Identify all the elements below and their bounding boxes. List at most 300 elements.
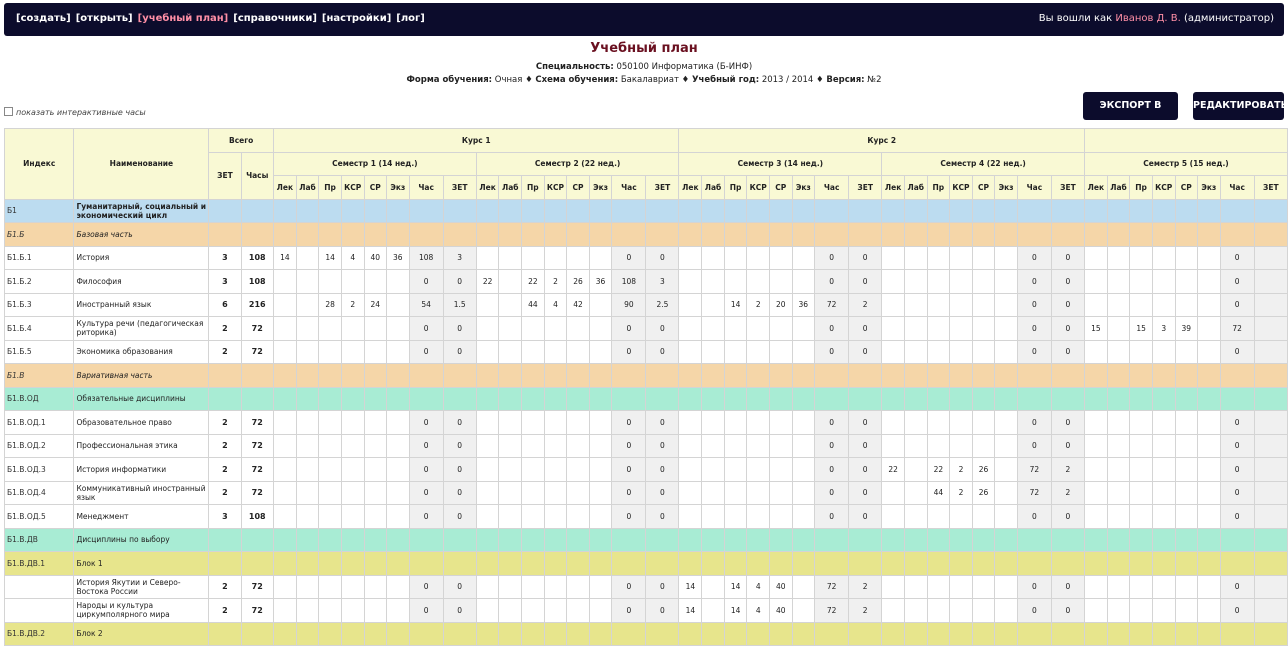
semester-cell[interactable] bbox=[679, 481, 702, 505]
semester-cell[interactable]: 0 bbox=[1051, 340, 1084, 364]
semester-cell[interactable] bbox=[792, 317, 815, 341]
semester-cell[interactable] bbox=[904, 317, 927, 341]
semester-cell[interactable] bbox=[950, 293, 973, 317]
semester-cell[interactable]: 36 bbox=[387, 246, 410, 270]
semester-cell[interactable] bbox=[273, 481, 296, 505]
semester-cell[interactable]: 0 bbox=[612, 505, 646, 529]
semester-cell[interactable]: 0 bbox=[646, 481, 679, 505]
semester-cell[interactable]: 0 bbox=[1051, 411, 1084, 435]
semester-cell[interactable]: 90 bbox=[612, 293, 646, 317]
semester-cell[interactable]: 2 bbox=[1051, 458, 1084, 482]
semester-cell[interactable] bbox=[747, 481, 770, 505]
semester-cell[interactable] bbox=[589, 599, 612, 623]
semester-cell[interactable] bbox=[273, 458, 296, 482]
semester-cell[interactable] bbox=[273, 505, 296, 529]
semester-cell[interactable]: 0 bbox=[849, 505, 882, 529]
semester-cell[interactable] bbox=[364, 458, 386, 482]
semester-cell[interactable] bbox=[1107, 481, 1130, 505]
semester-cell[interactable]: 0 bbox=[1051, 246, 1084, 270]
semester-cell[interactable] bbox=[364, 481, 386, 505]
semester-cell[interactable] bbox=[950, 340, 973, 364]
semester-cell[interactable]: 0 bbox=[612, 458, 646, 482]
semester-cell[interactable] bbox=[995, 340, 1018, 364]
semester-cell[interactable] bbox=[476, 458, 499, 482]
semester-cell[interactable]: 0 bbox=[849, 481, 882, 505]
semester-cell[interactable] bbox=[1107, 434, 1130, 458]
semester-cell[interactable] bbox=[296, 246, 319, 270]
semester-cell[interactable]: 0 bbox=[1051, 293, 1084, 317]
semester-cell[interactable] bbox=[567, 434, 589, 458]
semester-cell[interactable] bbox=[273, 575, 296, 599]
table-row[interactable] bbox=[5, 528, 1288, 552]
semester-cell[interactable] bbox=[499, 458, 522, 482]
semester-cell[interactable] bbox=[1198, 575, 1221, 599]
semester-cell[interactable] bbox=[882, 246, 905, 270]
semester-cell[interactable] bbox=[522, 599, 544, 623]
semester-cell[interactable] bbox=[1084, 505, 1107, 529]
semester-cell[interactable] bbox=[341, 481, 364, 505]
semester-cell[interactable] bbox=[387, 505, 410, 529]
semester-cell[interactable] bbox=[1130, 270, 1152, 294]
semester-cell[interactable] bbox=[589, 575, 612, 599]
semester-cell[interactable]: 0 bbox=[646, 411, 679, 435]
semester-cell[interactable]: 2 bbox=[1051, 481, 1084, 505]
semester-cell[interactable] bbox=[1084, 599, 1107, 623]
semester-cell[interactable]: 22 bbox=[476, 270, 499, 294]
semester-cell[interactable]: 14 bbox=[319, 246, 341, 270]
semester-cell[interactable]: 0 bbox=[612, 411, 646, 435]
semester-cell[interactable] bbox=[882, 599, 905, 623]
semester-cell[interactable] bbox=[927, 434, 949, 458]
semester-cell[interactable] bbox=[387, 434, 410, 458]
semester-cell[interactable]: 4 bbox=[544, 293, 567, 317]
semester-cell[interactable] bbox=[296, 481, 319, 505]
semester-cell[interactable]: 22 bbox=[522, 270, 544, 294]
semester-cell[interactable]: 0 bbox=[646, 340, 679, 364]
semester-cell[interactable] bbox=[724, 434, 746, 458]
semester-cell[interactable] bbox=[724, 411, 746, 435]
semester-cell[interactable] bbox=[904, 340, 927, 364]
semester-cell[interactable] bbox=[724, 505, 746, 529]
semester-cell[interactable] bbox=[364, 434, 386, 458]
semester-cell[interactable] bbox=[904, 411, 927, 435]
semester-cell[interactable]: 39 bbox=[1175, 317, 1197, 341]
table-row[interactable] bbox=[5, 293, 1288, 317]
semester-cell[interactable] bbox=[1084, 270, 1107, 294]
semester-cell[interactable]: 0 bbox=[1017, 270, 1051, 294]
semester-cell[interactable]: 0 bbox=[443, 481, 476, 505]
semester-cell[interactable]: 0 bbox=[849, 340, 882, 364]
semester-cell[interactable] bbox=[792, 481, 815, 505]
semester-cell[interactable]: 15 bbox=[1130, 317, 1152, 341]
menu-item[interactable]: [справочники] bbox=[233, 13, 317, 24]
semester-cell[interactable]: 0 bbox=[443, 317, 476, 341]
semester-cell[interactable]: 2 bbox=[849, 575, 882, 599]
semester-cell[interactable] bbox=[995, 270, 1018, 294]
semester-cell[interactable] bbox=[972, 434, 994, 458]
semester-cell[interactable] bbox=[995, 411, 1018, 435]
semester-cell[interactable]: 0 bbox=[409, 317, 443, 341]
semester-cell[interactable] bbox=[1152, 246, 1175, 270]
table-row[interactable] bbox=[5, 199, 1288, 223]
semester-cell[interactable] bbox=[1198, 599, 1221, 623]
semester-cell[interactable]: 2 bbox=[341, 293, 364, 317]
semester-cell[interactable] bbox=[476, 575, 499, 599]
semester-cell[interactable] bbox=[770, 458, 792, 482]
semester-cell[interactable]: 0 bbox=[443, 458, 476, 482]
export-excel-button[interactable]: ЭКСПОРТ В bbox=[1083, 92, 1178, 120]
semester-cell[interactable] bbox=[319, 505, 341, 529]
semester-cell[interactable]: 0 bbox=[612, 317, 646, 341]
semester-cell[interactable] bbox=[882, 481, 905, 505]
semester-cell[interactable] bbox=[747, 505, 770, 529]
semester-cell[interactable] bbox=[387, 317, 410, 341]
semester-cell[interactable] bbox=[679, 293, 702, 317]
semester-cell[interactable] bbox=[792, 458, 815, 482]
semester-cell[interactable] bbox=[1198, 481, 1221, 505]
semester-cell[interactable] bbox=[972, 599, 994, 623]
semester-cell[interactable] bbox=[702, 481, 725, 505]
semester-cell[interactable]: 36 bbox=[792, 293, 815, 317]
semester-cell[interactable]: 0 bbox=[612, 575, 646, 599]
semester-cell[interactable] bbox=[1198, 505, 1221, 529]
semester-cell[interactable] bbox=[296, 434, 319, 458]
semester-cell[interactable] bbox=[927, 340, 949, 364]
semester-cell[interactable] bbox=[972, 411, 994, 435]
semester-cell[interactable] bbox=[1130, 505, 1152, 529]
interactive-hours-toggle[interactable] bbox=[4, 107, 146, 117]
table-row[interactable] bbox=[5, 622, 1288, 646]
table-row[interactable] bbox=[5, 270, 1288, 294]
semester-cell[interactable] bbox=[387, 293, 410, 317]
semester-cell[interactable] bbox=[522, 481, 544, 505]
semester-cell[interactable]: 0 bbox=[1220, 340, 1254, 364]
semester-cell[interactable] bbox=[1130, 599, 1152, 623]
semester-cell[interactable] bbox=[1152, 411, 1175, 435]
semester-cell[interactable]: 0 bbox=[1017, 317, 1051, 341]
semester-cell[interactable] bbox=[882, 575, 905, 599]
semester-cell[interactable] bbox=[882, 411, 905, 435]
semester-cell[interactable] bbox=[567, 317, 589, 341]
semester-cell[interactable] bbox=[296, 458, 319, 482]
semester-cell[interactable] bbox=[589, 505, 612, 529]
semester-cell[interactable] bbox=[747, 270, 770, 294]
semester-cell[interactable] bbox=[364, 575, 386, 599]
semester-cell[interactable]: 0 bbox=[612, 340, 646, 364]
semester-cell[interactable] bbox=[589, 340, 612, 364]
semester-cell[interactable] bbox=[1175, 481, 1197, 505]
semester-cell[interactable] bbox=[702, 411, 725, 435]
semester-cell[interactable] bbox=[1254, 505, 1287, 529]
semester-cell[interactable] bbox=[319, 434, 341, 458]
semester-cell[interactable] bbox=[1175, 411, 1197, 435]
semester-cell[interactable]: 0 bbox=[1220, 434, 1254, 458]
semester-cell[interactable] bbox=[882, 270, 905, 294]
semester-cell[interactable] bbox=[702, 340, 725, 364]
semester-cell[interactable] bbox=[319, 458, 341, 482]
semester-cell[interactable]: 0 bbox=[409, 505, 443, 529]
semester-cell[interactable]: 0 bbox=[646, 246, 679, 270]
semester-cell[interactable] bbox=[476, 434, 499, 458]
semester-cell[interactable] bbox=[589, 481, 612, 505]
semester-cell[interactable] bbox=[1084, 246, 1107, 270]
semester-cell[interactable] bbox=[296, 270, 319, 294]
semester-cell[interactable] bbox=[995, 246, 1018, 270]
semester-cell[interactable] bbox=[904, 505, 927, 529]
semester-cell[interactable]: 40 bbox=[770, 575, 792, 599]
semester-cell[interactable] bbox=[927, 270, 949, 294]
semester-cell[interactable] bbox=[589, 411, 612, 435]
semester-cell[interactable] bbox=[1084, 293, 1107, 317]
semester-cell[interactable]: 26 bbox=[972, 481, 994, 505]
semester-cell[interactable]: 0 bbox=[1017, 246, 1051, 270]
semester-cell[interactable] bbox=[341, 434, 364, 458]
semester-cell[interactable] bbox=[995, 575, 1018, 599]
semester-cell[interactable]: 44 bbox=[522, 293, 544, 317]
semester-cell[interactable]: 14 bbox=[724, 575, 746, 599]
semester-cell[interactable]: 0 bbox=[612, 599, 646, 623]
semester-cell[interactable] bbox=[1198, 293, 1221, 317]
semester-cell[interactable] bbox=[950, 505, 973, 529]
semester-cell[interactable] bbox=[476, 411, 499, 435]
semester-cell[interactable] bbox=[927, 293, 949, 317]
semester-cell[interactable] bbox=[1175, 458, 1197, 482]
semester-cell[interactable]: 2 bbox=[849, 599, 882, 623]
semester-cell[interactable] bbox=[319, 575, 341, 599]
semester-cell[interactable] bbox=[679, 317, 702, 341]
semester-cell[interactable] bbox=[792, 599, 815, 623]
semester-cell[interactable] bbox=[544, 434, 567, 458]
semester-cell[interactable] bbox=[904, 575, 927, 599]
semester-cell[interactable]: 22 bbox=[927, 458, 949, 482]
semester-cell[interactable] bbox=[296, 505, 319, 529]
semester-cell[interactable]: 3 bbox=[646, 270, 679, 294]
semester-cell[interactable]: 42 bbox=[567, 293, 589, 317]
semester-cell[interactable] bbox=[702, 270, 725, 294]
semester-cell[interactable]: 0 bbox=[1220, 246, 1254, 270]
semester-cell[interactable] bbox=[792, 411, 815, 435]
semester-cell[interactable]: 0 bbox=[1220, 481, 1254, 505]
semester-cell[interactable] bbox=[724, 246, 746, 270]
semester-cell[interactable] bbox=[544, 458, 567, 482]
semester-cell[interactable] bbox=[927, 411, 949, 435]
semester-cell[interactable]: 72 bbox=[1220, 317, 1254, 341]
semester-cell[interactable] bbox=[972, 505, 994, 529]
table-row[interactable] bbox=[5, 387, 1288, 411]
semester-cell[interactable] bbox=[273, 293, 296, 317]
semester-cell[interactable]: 3 bbox=[443, 246, 476, 270]
semester-cell[interactable]: 0 bbox=[1220, 458, 1254, 482]
semester-cell[interactable]: 36 bbox=[589, 270, 612, 294]
semester-cell[interactable] bbox=[589, 246, 612, 270]
semester-cell[interactable]: 24 bbox=[364, 293, 386, 317]
semester-cell[interactable]: 0 bbox=[443, 599, 476, 623]
semester-cell[interactable] bbox=[1198, 246, 1221, 270]
semester-cell[interactable]: 0 bbox=[849, 317, 882, 341]
semester-cell[interactable]: 0 bbox=[612, 434, 646, 458]
semester-cell[interactable]: 0 bbox=[815, 340, 849, 364]
semester-cell[interactable] bbox=[950, 246, 973, 270]
semester-cell[interactable] bbox=[724, 340, 746, 364]
semester-cell[interactable] bbox=[747, 458, 770, 482]
semester-cell[interactable] bbox=[724, 481, 746, 505]
table-row[interactable] bbox=[5, 364, 1288, 388]
semester-cell[interactable] bbox=[995, 458, 1018, 482]
semester-cell[interactable] bbox=[770, 317, 792, 341]
semester-cell[interactable] bbox=[1084, 434, 1107, 458]
semester-cell[interactable] bbox=[1130, 340, 1152, 364]
semester-cell[interactable]: 0 bbox=[849, 411, 882, 435]
semester-cell[interactable] bbox=[770, 434, 792, 458]
semester-cell[interactable] bbox=[702, 505, 725, 529]
semester-cell[interactable] bbox=[341, 458, 364, 482]
semester-cell[interactable] bbox=[1254, 599, 1287, 623]
semester-cell[interactable] bbox=[1084, 481, 1107, 505]
semester-cell[interactable] bbox=[950, 434, 973, 458]
semester-cell[interactable] bbox=[904, 293, 927, 317]
semester-cell[interactable] bbox=[589, 293, 612, 317]
menu-item[interactable]: [учебный план] bbox=[137, 13, 229, 24]
semester-cell[interactable] bbox=[567, 340, 589, 364]
semester-cell[interactable]: 14 bbox=[724, 599, 746, 623]
semester-cell[interactable]: 0 bbox=[409, 434, 443, 458]
semester-cell[interactable] bbox=[702, 246, 725, 270]
semester-cell[interactable] bbox=[387, 575, 410, 599]
semester-cell[interactable] bbox=[950, 599, 973, 623]
semester-cell[interactable]: 0 bbox=[1051, 434, 1084, 458]
semester-cell[interactable] bbox=[882, 317, 905, 341]
semester-cell[interactable] bbox=[319, 317, 341, 341]
semester-cell[interactable] bbox=[950, 270, 973, 294]
semester-cell[interactable] bbox=[950, 411, 973, 435]
table-row[interactable] bbox=[5, 552, 1288, 576]
semester-cell[interactable] bbox=[679, 270, 702, 294]
semester-cell[interactable] bbox=[995, 293, 1018, 317]
semester-cell[interactable] bbox=[770, 481, 792, 505]
semester-cell[interactable] bbox=[770, 411, 792, 435]
semester-cell[interactable] bbox=[792, 270, 815, 294]
semester-cell[interactable]: 0 bbox=[849, 434, 882, 458]
semester-cell[interactable]: 0 bbox=[1051, 505, 1084, 529]
semester-cell[interactable]: 20 bbox=[770, 293, 792, 317]
semester-cell[interactable] bbox=[1198, 270, 1221, 294]
semester-cell[interactable] bbox=[341, 575, 364, 599]
semester-cell[interactable] bbox=[1254, 340, 1287, 364]
semester-cell[interactable] bbox=[882, 505, 905, 529]
semester-cell[interactable] bbox=[792, 505, 815, 529]
semester-cell[interactable] bbox=[679, 340, 702, 364]
semester-cell[interactable] bbox=[1107, 411, 1130, 435]
semester-cell[interactable] bbox=[1254, 411, 1287, 435]
semester-cell[interactable] bbox=[995, 505, 1018, 529]
table-row[interactable] bbox=[5, 599, 1288, 623]
semester-cell[interactable] bbox=[544, 411, 567, 435]
menu-item[interactable]: [настройки] bbox=[321, 13, 392, 24]
semester-cell[interactable]: 2 bbox=[950, 481, 973, 505]
semester-cell[interactable]: 0 bbox=[1017, 293, 1051, 317]
semester-cell[interactable]: 0 bbox=[409, 458, 443, 482]
semester-cell[interactable]: 0 bbox=[646, 434, 679, 458]
semester-cell[interactable] bbox=[522, 411, 544, 435]
semester-cell[interactable]: 2 bbox=[849, 293, 882, 317]
semester-cell[interactable] bbox=[567, 458, 589, 482]
semester-cell[interactable] bbox=[1152, 340, 1175, 364]
semester-cell[interactable]: 0 bbox=[1220, 411, 1254, 435]
table-row[interactable] bbox=[5, 575, 1288, 599]
semester-cell[interactable]: 0 bbox=[409, 599, 443, 623]
semester-cell[interactable] bbox=[296, 317, 319, 341]
semester-cell[interactable] bbox=[387, 270, 410, 294]
semester-cell[interactable] bbox=[387, 481, 410, 505]
semester-cell[interactable]: 14 bbox=[273, 246, 296, 270]
semester-cell[interactable] bbox=[567, 411, 589, 435]
semester-cell[interactable] bbox=[1198, 411, 1221, 435]
semester-cell[interactable] bbox=[499, 246, 522, 270]
semester-cell[interactable]: 0 bbox=[443, 575, 476, 599]
semester-cell[interactable] bbox=[476, 317, 499, 341]
menu-item[interactable]: [лог] bbox=[396, 13, 425, 24]
semester-cell[interactable] bbox=[972, 340, 994, 364]
semester-cell[interactable]: 4 bbox=[747, 575, 770, 599]
semester-cell[interactable] bbox=[1130, 481, 1152, 505]
semester-cell[interactable] bbox=[296, 411, 319, 435]
semester-cell[interactable] bbox=[972, 270, 994, 294]
semester-cell[interactable] bbox=[476, 505, 499, 529]
semester-cell[interactable] bbox=[364, 340, 386, 364]
semester-cell[interactable] bbox=[1107, 458, 1130, 482]
semester-cell[interactable] bbox=[724, 317, 746, 341]
edit-button[interactable]: РЕДАКТИРОВАТЬ bbox=[1193, 92, 1284, 120]
semester-cell[interactable] bbox=[319, 599, 341, 623]
semester-cell[interactable]: 0 bbox=[1220, 293, 1254, 317]
semester-cell[interactable]: 2 bbox=[747, 293, 770, 317]
semester-cell[interactable] bbox=[319, 411, 341, 435]
semester-cell[interactable] bbox=[927, 575, 949, 599]
semester-cell[interactable] bbox=[747, 246, 770, 270]
semester-cell[interactable]: 0 bbox=[409, 340, 443, 364]
semester-cell[interactable] bbox=[567, 246, 589, 270]
semester-cell[interactable] bbox=[499, 505, 522, 529]
semester-cell[interactable]: 2 bbox=[950, 458, 973, 482]
semester-cell[interactable]: 0 bbox=[1220, 270, 1254, 294]
semester-cell[interactable] bbox=[387, 458, 410, 482]
semester-cell[interactable] bbox=[341, 505, 364, 529]
semester-cell[interactable] bbox=[724, 458, 746, 482]
semester-cell[interactable] bbox=[1152, 599, 1175, 623]
semester-cell[interactable] bbox=[499, 599, 522, 623]
semester-cell[interactable]: 14 bbox=[724, 293, 746, 317]
semester-cell[interactable] bbox=[273, 599, 296, 623]
semester-cell[interactable] bbox=[522, 246, 544, 270]
semester-cell[interactable] bbox=[499, 411, 522, 435]
semester-cell[interactable] bbox=[747, 434, 770, 458]
semester-cell[interactable] bbox=[499, 575, 522, 599]
semester-cell[interactable]: 40 bbox=[770, 599, 792, 623]
semester-cell[interactable] bbox=[792, 246, 815, 270]
semester-cell[interactable]: 0 bbox=[815, 317, 849, 341]
semester-cell[interactable]: 0 bbox=[1017, 434, 1051, 458]
semester-cell[interactable] bbox=[1175, 293, 1197, 317]
semester-cell[interactable]: 0 bbox=[1017, 340, 1051, 364]
semester-cell[interactable] bbox=[476, 293, 499, 317]
semester-cell[interactable] bbox=[770, 270, 792, 294]
semester-cell[interactable] bbox=[522, 340, 544, 364]
semester-cell[interactable]: 22 bbox=[882, 458, 905, 482]
semester-cell[interactable] bbox=[927, 246, 949, 270]
semester-cell[interactable] bbox=[296, 340, 319, 364]
semester-cell[interactable]: 14 bbox=[679, 575, 702, 599]
semester-cell[interactable] bbox=[1107, 505, 1130, 529]
